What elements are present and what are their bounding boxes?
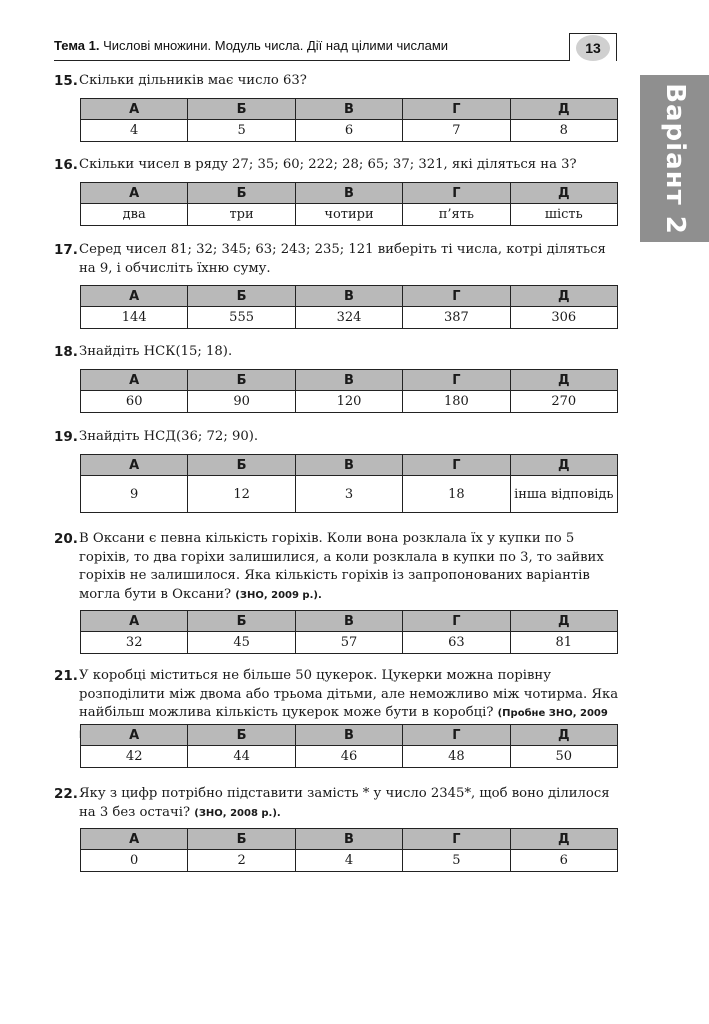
answer-letter: Д (510, 99, 617, 120)
answer-option[interactable]: 42 (81, 746, 188, 768)
answer-letter: В (295, 370, 402, 391)
answer-letter: Б (188, 370, 295, 391)
answer-option[interactable]: 324 (295, 307, 402, 329)
answer-option[interactable]: 6 (295, 120, 402, 142)
question-21 (54, 667, 620, 764)
answer-letter: Г (403, 99, 510, 120)
answer-option[interactable]: 2 (188, 850, 295, 872)
answer-table (80, 724, 618, 768)
answer-option[interactable]: два (81, 204, 188, 226)
answer-option[interactable]: 32 (81, 632, 188, 654)
question-text (54, 785, 620, 823)
topic-heading (54, 38, 448, 53)
question-15 (54, 72, 620, 138)
answer-option[interactable]: 7 (403, 120, 510, 142)
question-body: Яку з цифр потрібно підставити замість * у число 2345*, щоб воно ділилося на 3 без остачі? (79, 786, 610, 820)
answer-option[interactable]: 9 (81, 476, 188, 513)
answer-option[interactable]: 0 (81, 850, 188, 872)
question-20 (54, 530, 620, 650)
question-text (54, 428, 620, 447)
question-19 (54, 428, 620, 502)
answer-option[interactable]: 81 (510, 632, 617, 654)
answer-option[interactable]: 5 (188, 120, 295, 142)
question-number: 19. (54, 429, 78, 445)
question-body: Скільки чисел в ряду 27; 35; 60; 222; 28; 65; 37; 321, які діляться на 3? (79, 157, 577, 172)
answer-table (80, 828, 618, 872)
answer-letter: А (81, 99, 188, 120)
question-source: (Пробне ЗНО, 2009 (497, 708, 608, 719)
answer-option[interactable]: 46 (295, 746, 402, 768)
question-22 (54, 785, 620, 868)
answer-option[interactable]: 555 (188, 307, 295, 329)
question-number: 17. (54, 242, 78, 258)
answer-table (80, 182, 618, 226)
question-body: В Оксани є певна кількість горіхів. Коли вона розклала їх у купки по 5 горіхів, то два горіхи залишилися, а коли розклала в купки по 3, то зайвих горіхів не залишилося. Яка кількість горіхів із запропонованих варіантів могла бути в Оксани? (79, 531, 604, 602)
question-body: Серед чисел 81; 32; 345; 63; 243; 235; 121 виберіть ті числа, котрі діляться на 9, і обчисліть їхню суму. (79, 242, 606, 276)
answer-letter: Г (403, 286, 510, 307)
question-body: Знайдіть НСК(15; 18). (79, 344, 233, 359)
answer-option[interactable]: 8 (510, 120, 617, 142)
question-text (54, 241, 620, 278)
answer-letter: Г (403, 183, 510, 204)
answer-option[interactable]: 306 (510, 307, 617, 329)
question-text (54, 72, 620, 91)
question-number: 16. (54, 157, 78, 173)
answer-letter: Б (188, 183, 295, 204)
question-number: 22. (54, 786, 78, 802)
question-text (54, 156, 620, 175)
answer-letter: Г (403, 370, 510, 391)
answer-letter: А (81, 183, 188, 204)
answer-letter: В (295, 455, 402, 476)
answer-letter: А (81, 611, 188, 632)
answer-option[interactable]: 48 (403, 746, 510, 768)
page-header (54, 36, 617, 61)
answer-letter: Г (403, 725, 510, 746)
question-text (54, 530, 620, 605)
question-source: (ЗНО, 2008 р.). (194, 807, 281, 819)
page-number: 13 (576, 35, 610, 61)
answer-option[interactable]: 5 (403, 850, 510, 872)
answer-letter: В (295, 99, 402, 120)
answer-option[interactable]: 50 (510, 746, 617, 768)
answer-table (80, 454, 618, 513)
answer-option[interactable]: 45 (188, 632, 295, 654)
answer-option[interactable]: інша відповідь (510, 476, 617, 513)
variant-label: Варіант 2 (659, 82, 690, 235)
answer-letter: Б (188, 286, 295, 307)
answer-table (80, 285, 618, 329)
answer-letter: Б (188, 455, 295, 476)
answer-letter: Д (510, 611, 617, 632)
answer-option[interactable]: 57 (295, 632, 402, 654)
answer-letter: А (81, 725, 188, 746)
question-number: 21. (54, 668, 78, 684)
answer-table (80, 369, 618, 413)
answer-letter: В (295, 829, 402, 850)
answer-letter: Б (188, 829, 295, 850)
question-16 (54, 156, 620, 222)
answer-letter: А (81, 455, 188, 476)
question-body: У коробці міститься не більше 50 цукерок. Цукерки можна порівну розподілити між двома або трьома дітьми, але неможливо між чотирма. Яка найбільш можлива кількість цукерок може бути в коробці? (79, 668, 619, 720)
question-text (54, 343, 620, 362)
answer-letter: В (295, 286, 402, 307)
answer-option[interactable]: 90 (188, 391, 295, 413)
answer-letter: Д (510, 829, 617, 850)
answer-letter: Д (510, 183, 617, 204)
answer-letter: В (295, 611, 402, 632)
answer-letter: Г (403, 829, 510, 850)
answer-letter: Г (403, 455, 510, 476)
answer-letter: Г (403, 611, 510, 632)
answer-option[interactable]: 387 (403, 307, 510, 329)
answer-letter: Д (510, 725, 617, 746)
answer-letter: Б (188, 725, 295, 746)
answer-option[interactable]: 180 (403, 391, 510, 413)
answer-option[interactable]: 270 (510, 391, 617, 413)
answer-letter: Б (188, 611, 295, 632)
question-number: 18. (54, 344, 78, 360)
answer-letter: А (81, 829, 188, 850)
question-body: Скільки дільників має число 63? (79, 73, 307, 88)
answer-option[interactable]: 6 (510, 850, 617, 872)
answer-option[interactable]: 63 (403, 632, 510, 654)
page-number-badge (569, 33, 617, 61)
question-17 (54, 241, 620, 325)
answer-option[interactable]: 12 (188, 476, 295, 513)
variant-side-tab (640, 75, 709, 242)
topic-title: Числові множини. Модуль числа. Дії над цілими числами (103, 38, 449, 53)
question-source: (ЗНО, 2009 р.). (235, 589, 322, 601)
answer-option[interactable]: шість (510, 204, 617, 226)
question-body: Знайдіть НСД(36; 72; 90). (79, 429, 259, 444)
answer-letter: Д (510, 286, 617, 307)
answer-option[interactable]: 4 (295, 850, 402, 872)
answer-letter: Д (510, 455, 617, 476)
answer-option[interactable]: 18 (403, 476, 510, 513)
answer-table (80, 98, 618, 142)
answer-letter: А (81, 370, 188, 391)
answer-option[interactable]: п’ять (403, 204, 510, 226)
answer-letter: Б (188, 99, 295, 120)
answer-option[interactable]: 120 (295, 391, 402, 413)
answer-letter: А (81, 286, 188, 307)
answer-option[interactable]: 3 (295, 476, 402, 513)
answer-option[interactable]: 4 (81, 120, 188, 142)
answer-letter: В (295, 183, 402, 204)
answer-table (80, 610, 618, 654)
question-number: 15. (54, 73, 78, 89)
answer-letter: Д (510, 370, 617, 391)
topic-label: Тема 1. (54, 38, 100, 53)
question-18 (54, 343, 620, 409)
answer-option[interactable]: 44 (188, 746, 295, 768)
answer-option[interactable]: чотири (295, 204, 402, 226)
answer-option[interactable]: 60 (81, 391, 188, 413)
question-number: 20. (54, 531, 78, 547)
answer-option[interactable]: 144 (81, 307, 188, 329)
answer-option[interactable]: три (188, 204, 295, 226)
answer-letter: В (295, 725, 402, 746)
